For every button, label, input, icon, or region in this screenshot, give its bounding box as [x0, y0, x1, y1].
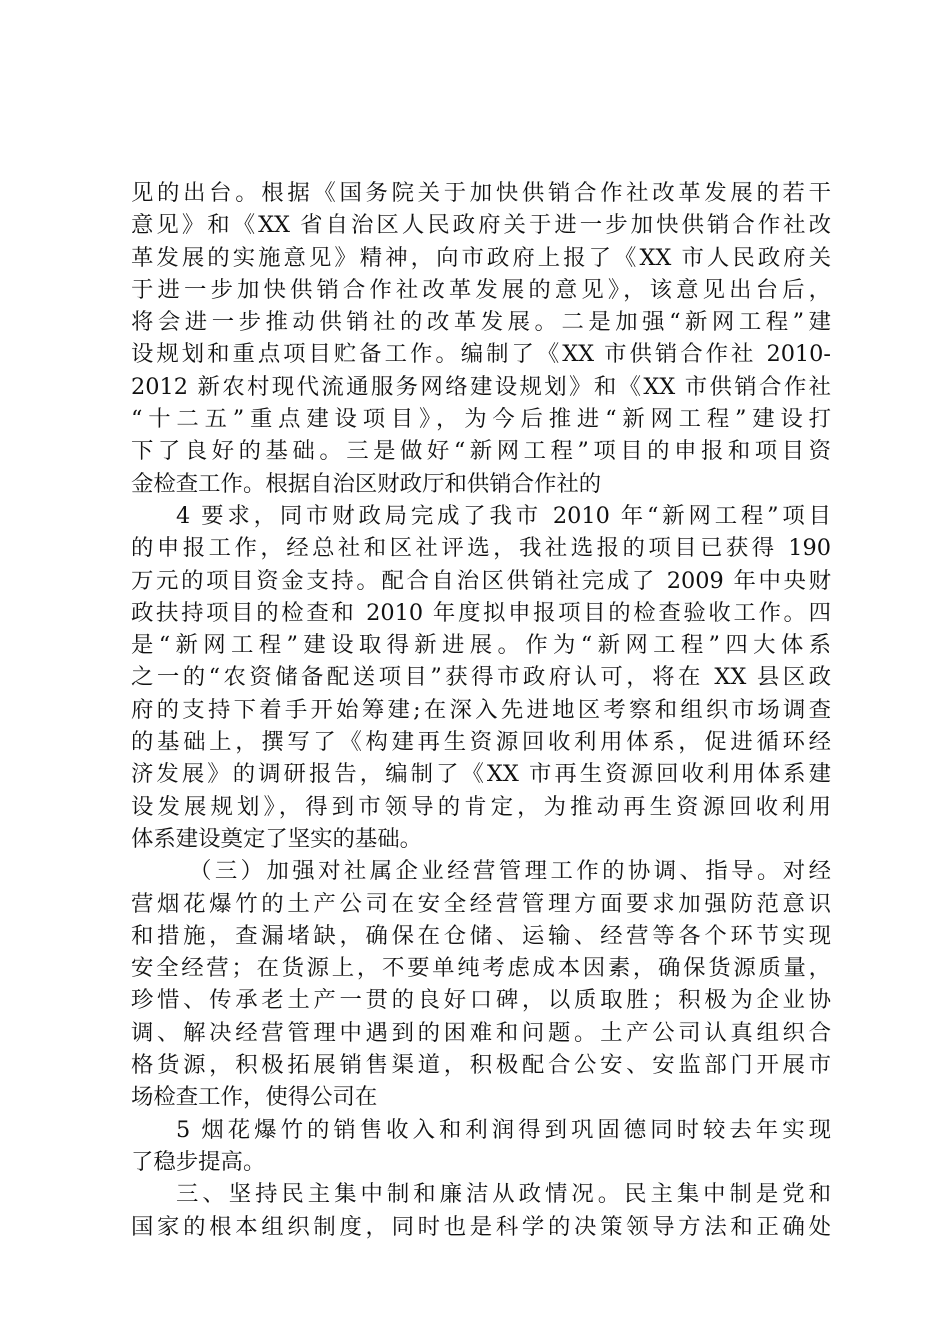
text-line: （三）加强对社属企业经营管理工作的协调、指导。对经 — [189, 858, 831, 885]
text-line: 安全经营；在货源上，不要单纯考虑成本因素，确保货源质量， — [131, 955, 831, 982]
document-body — [131, 177, 831, 1243]
text-line: 体系建设奠定了坚实的基础。 — [131, 825, 423, 852]
text-line: 是“新网工程”建设取得新进展。作为“新网工程”四大体系 — [131, 632, 831, 659]
text-line: 之一的“农资储备配送项目”获得市政府认可，将在 XX 县区政 — [131, 664, 831, 691]
text-line: 珍惜、传承老土产一贯的良好口碑，以质取胜；积极为企业协 — [131, 987, 831, 1014]
text-line: 济发展》的调研报告，编制了《XX 市再生资源回收利用体系建 — [131, 761, 831, 788]
text-line: “十二五”重点建设项目》，为今后推进“新网工程”建设打 — [131, 406, 831, 433]
text-line: 见的出台。根据《国务院关于加快供销合作社改革发展的若干 — [131, 180, 831, 206]
text-line: 将会进一步推动供销社的改革发展。二是加强“新网工程”建 — [131, 309, 831, 336]
text-line: 了稳步提高。 — [131, 1148, 266, 1175]
text-line: 下了良好的基础。三是做好“新网工程”项目的申报和项目资 — [131, 438, 831, 465]
text-line: 府的支持下着手开始筹建;在深入先进地区考察和组织市场调查 — [131, 696, 831, 723]
text-line: 调、解决经营管理中遇到的困难和问题。土产公司认真组织合 — [131, 1019, 831, 1046]
text-line: 设规划和重点项目贮备工作。编制了《XX 市供销合作社 2010- — [131, 341, 831, 368]
text-line: 于进一步加快供销合作社改革发展的意见》，该意见出台后， — [131, 276, 831, 303]
text-line: 场检查工作，使得公司在 — [131, 1084, 378, 1111]
text-line: 政扶持项目的检查和 2010 年度拟申报项目的检查验收工作。四 — [131, 599, 831, 626]
text-line: 营烟花爆竹的土产公司在安全经营管理方面要求加强防范意识 — [131, 890, 831, 917]
text-line: 的基础上，撰写了《构建再生资源回收利用体系，促进循环经 — [131, 729, 831, 756]
text-line: 三、坚持民主集中制和廉洁从政情况。民主集中制是党和 — [176, 1181, 831, 1208]
text-line: 和措施，查漏堵缺，确保在仓储、运输、经营等各个环节实现 — [131, 922, 831, 949]
text-line: 2012 新农村现代流通服务网络建设规划》和《XX 市供销合作社 — [131, 373, 831, 400]
text-line: 的申报工作，经总社和区社评选，我社选报的项目已获得 190 — [131, 535, 831, 562]
text-line: 革发展的实施意见》精神，向市政府上报了《XX 市人民政府关 — [131, 244, 831, 271]
text-line: 金检查工作。根据自治区财政厅和供销合作社的 — [131, 470, 602, 497]
text-line: 5 烟花爆竹的销售收入和利润得到巩固德同时较去年实现 — [176, 1116, 831, 1143]
text-line: 意见》和《XX 省自治区人民政府关于进一步加快供销合作社改 — [131, 212, 831, 239]
text-line: 格货源，积极拓展销售渠道，积极配合公安、安监部门开展市 — [131, 1052, 831, 1079]
text-line: 设发展规划》，得到市领导的肯定，为推动再生资源回收利用 — [131, 793, 831, 820]
text-line: 国家的根本组织制度，同时也是科学的决策领导方法和正确处 — [131, 1213, 831, 1240]
text-line: 万元的项目资金支持。配合自治区供销社完成了 2009 年中央财 — [131, 567, 831, 594]
text-line: 4 要求，同市财政局完成了我市 2010 年“新网工程”项目 — [176, 502, 831, 529]
